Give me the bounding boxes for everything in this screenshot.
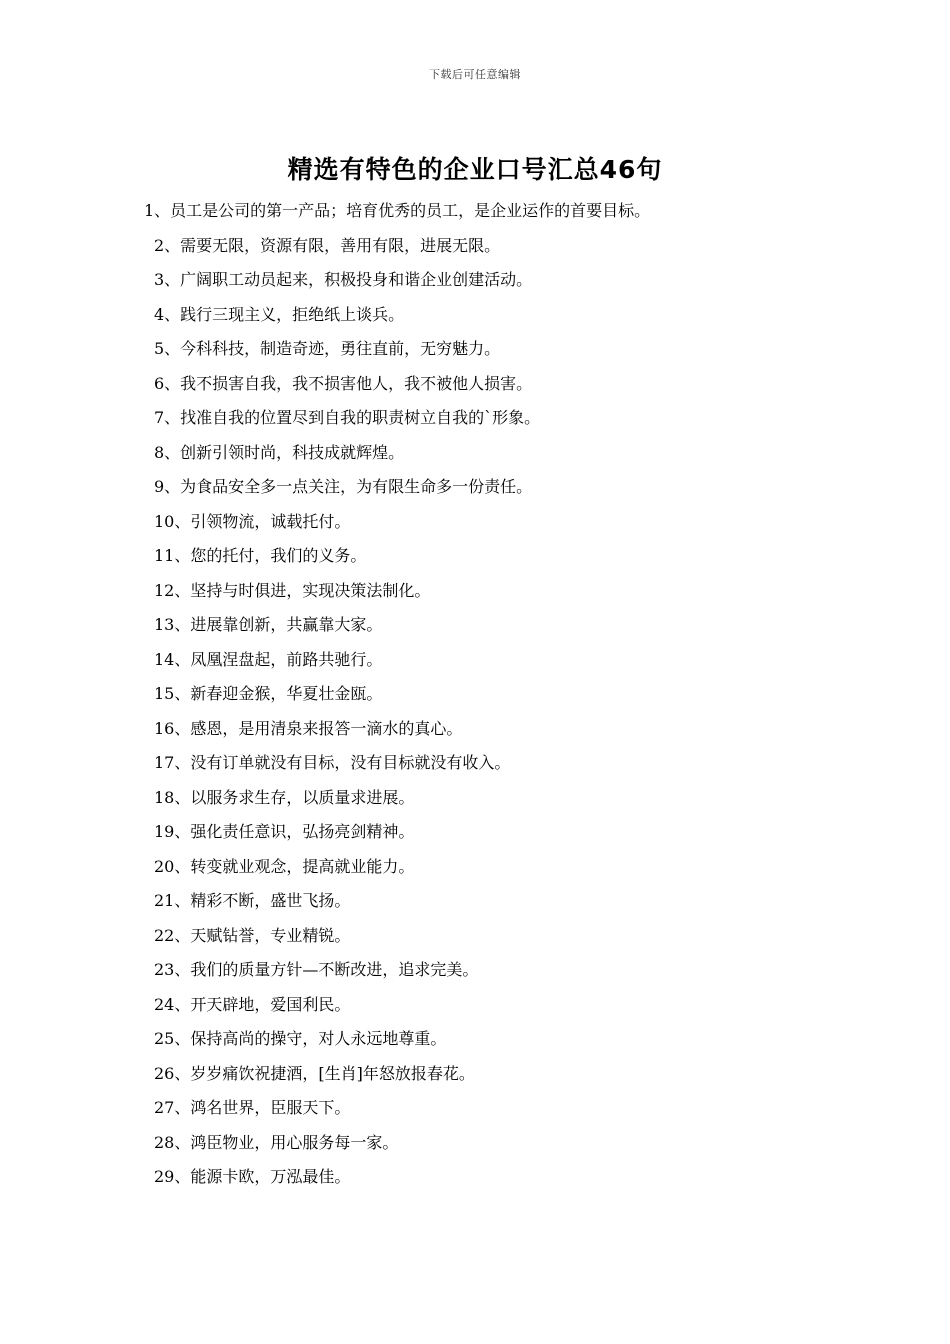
list-item: 18、以服务求生存，以质量求进展。 xyxy=(154,787,415,807)
list-item: 20、转变就业观念，提高就业能力。 xyxy=(154,856,415,876)
list-item: 1、员工是公司的第一产品；培育优秀的员工，是企业运作的首要目标。 xyxy=(144,201,651,220)
list-item: 10、引领物流，诚载托付。 xyxy=(154,511,351,531)
list-item: 22、天赋钻誉，专业精锐。 xyxy=(154,925,351,945)
list-item: 9、为食品安全多一点关注，为有限生命多一份责任。 xyxy=(154,477,533,496)
list-item: 3、广阔职工动员起来，积极投身和谐企业创建活动。 xyxy=(154,270,533,289)
slogan-list xyxy=(0,196,950,1197)
list-item: 14、凤凰涅盘起，前路共驰行。 xyxy=(154,649,383,669)
list-item: 27、鸿名世界，臣服天下。 xyxy=(154,1098,351,1117)
list-item: 13、进展靠创新，共赢靠大家。 xyxy=(154,615,383,634)
list-item: 21、精彩不断，盛世飞扬。 xyxy=(154,891,351,910)
document-title: 精选有特色的企业口号汇总46句 xyxy=(287,155,663,184)
list-item: 4、践行三现主义，拒绝纸上谈兵。 xyxy=(154,304,405,324)
list-item: 15、新春迎金猴，华夏壮金瓯。 xyxy=(154,684,383,703)
list-item: 8、创新引领时尚，科技成就辉煌。 xyxy=(154,442,405,462)
list-item: 19、强化责任意识，弘扬亮剑精神。 xyxy=(154,822,415,841)
list-item: 16、感恩，是用清泉来报答一滴水的真心。 xyxy=(154,718,463,738)
list-item: 28、鸿臣物业，用心服务每一家。 xyxy=(154,1132,399,1152)
list-item: 23、我们的质量方针—不断改进，追求完美。 xyxy=(154,960,479,979)
list-item: 6、我不损害自我，我不损害他人，我不被他人损害。 xyxy=(154,373,533,393)
header-note: 下载后可任意编辑 xyxy=(429,68,521,81)
list-item: 2、需要无限，资源有限，善用有限，进展无限。 xyxy=(154,235,501,255)
list-item: 7、找准自我的位置尽到自我的职责树立自我的`形象。 xyxy=(154,408,541,427)
list-item: 26、岁岁痛饮祝捷酒，[生肖]年怒放报春花。 xyxy=(154,1063,475,1083)
list-item: 5、今科科技，制造奇迹，勇往直前，无穷魅力。 xyxy=(154,339,501,358)
list-item: 11、您的托付，我们的义务。 xyxy=(154,546,367,565)
list-item: 12、坚持与时俱进，实现决策法制化。 xyxy=(154,580,431,600)
list-item: 24、开天辟地，爱国利民。 xyxy=(154,994,351,1014)
list-item: 17、没有订单就没有目标，没有目标就没有收入。 xyxy=(154,753,511,772)
list-item: 29、能源卡欧，万泓最佳。 xyxy=(154,1167,351,1186)
list-item: 25、保持高尚的操守，对人永远地尊重。 xyxy=(154,1029,447,1048)
